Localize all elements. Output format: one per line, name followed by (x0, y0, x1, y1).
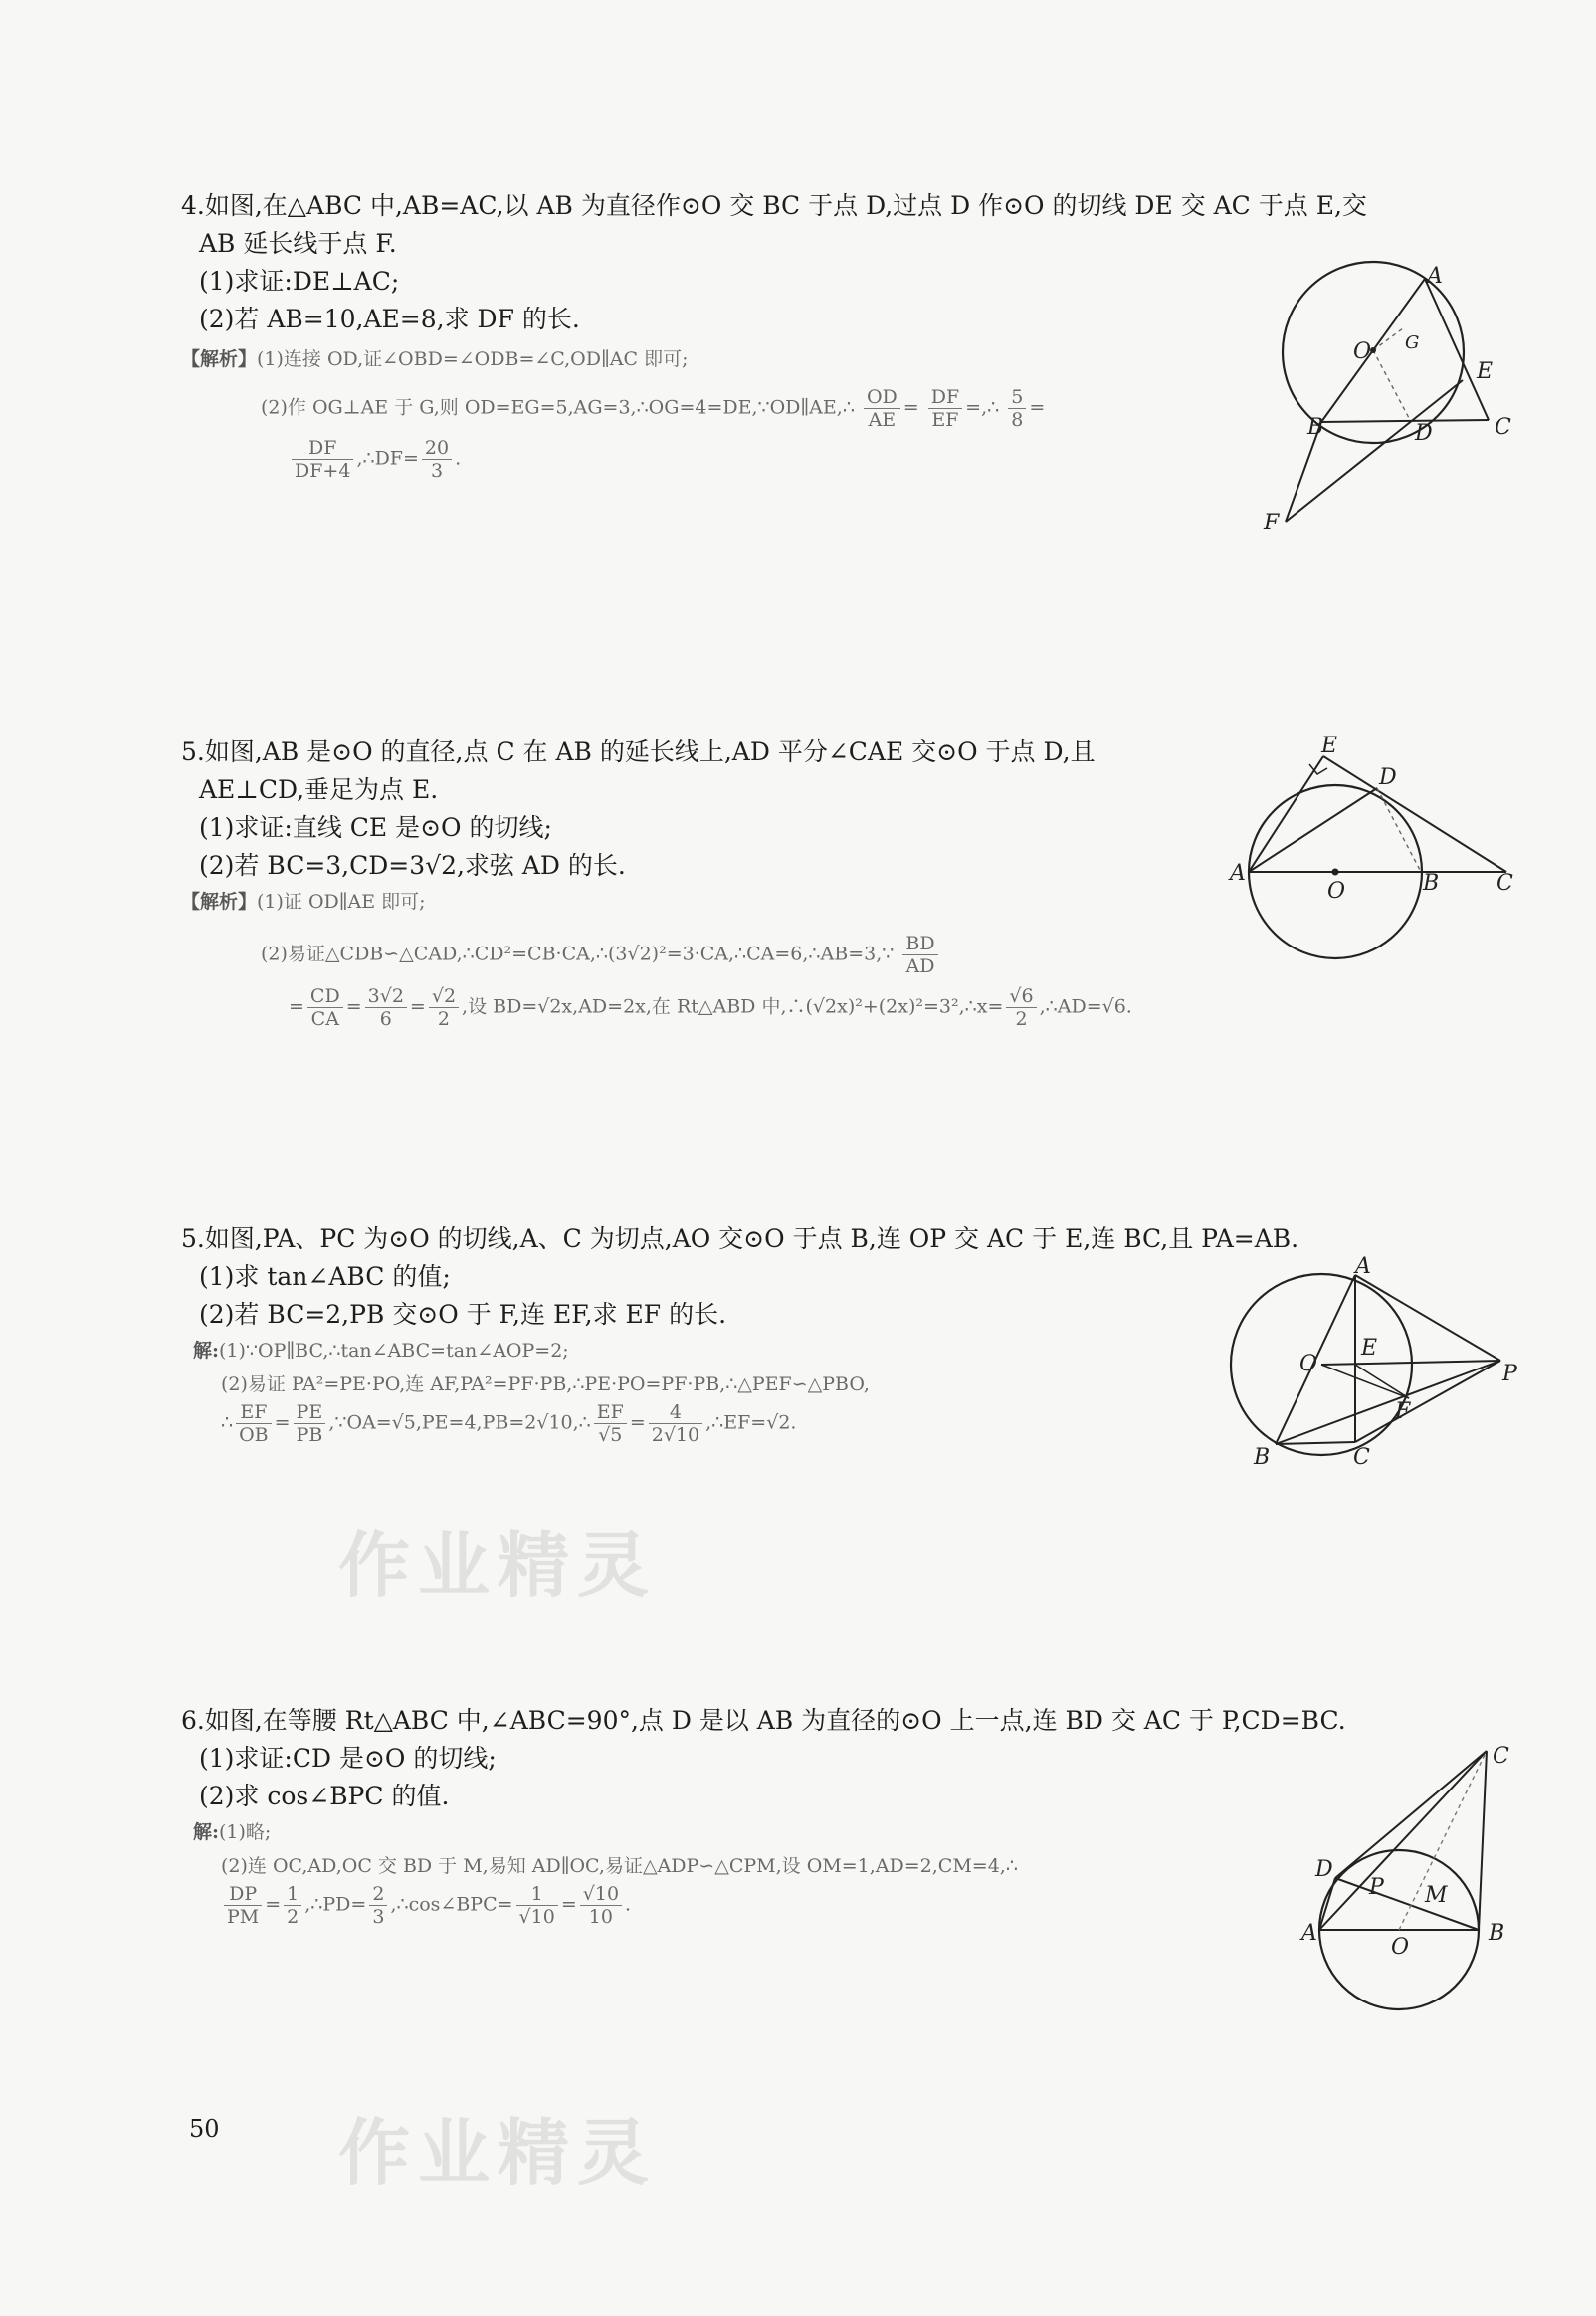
problem-5b-part-1: (1)求 tan∠ABC 的值; (199, 1262, 451, 1291)
fraction: $\frac{3√2}{6}$ (365, 985, 407, 1030)
problem-5b-part-2: (2)若 BC=2,PB 交⊙O 于 F,连 EF,求 EF 的长. (199, 1300, 727, 1329)
problem-4-figure (1264, 261, 1542, 553)
fraction: $\frac{DF}{DF+4}$ (292, 437, 353, 482)
fraction: $\frac{20}{3}$ (422, 437, 452, 482)
solution-label: 解: (193, 1340, 220, 1362)
tangent-lines-diagram (1214, 1254, 1517, 1478)
svg-text:A: A (1355, 1254, 1371, 1279)
problem-5b-solution-line-2: (2)易证 PA²=PE·PO,连 AF,PA²=PF·PB,∴PE·PO=PF·PB,∴△PEF∽△PBO, (221, 1373, 870, 1395)
svg-text:F: F (1264, 511, 1280, 535)
isosceles-right-triangle-diagram (1294, 1737, 1532, 2025)
page-number: 50 (189, 2115, 220, 2143)
fraction: $\frac{BD}{AD}$ (902, 933, 937, 977)
svg-text:C: C (1495, 415, 1511, 440)
circle-tangent-diagram (1264, 261, 1542, 549)
problem-6-solution-line-3: $\frac{DP}{PM}$ = $\frac{1}{2}$ ,∴PD= $\frac{2}{3}$ ,∴cos∠BPC= $\frac{1}{√10}$ = $\frac{√10}{10}$ . (181, 1883, 1524, 1928)
problem-5a-part-1: (1)求证:直线 CE 是⊙O 的切线; (199, 813, 552, 842)
svg-text:O: O (1327, 879, 1346, 904)
problem-5b-stem-line-1: 5.如图,PA、PC 为⊙O 的切线,A、C 为切点,AO 交⊙O 于点 B,连 OP 交 AC 于 E,连 BC,且 PA=AB. (181, 1224, 1299, 1253)
svg-text:B: B (1489, 1921, 1505, 1946)
problem-4-part-1: (1)求证:DE⊥AC; (199, 267, 400, 296)
fraction: $\frac{4}{2√10}$ (649, 1401, 702, 1446)
problem-6-part-1: (1)求证:CD 是⊙O 的切线; (199, 1744, 497, 1773)
problem-6-figure (1294, 1737, 1532, 2029)
svg-text:B: B (1423, 871, 1440, 896)
fraction: $\frac{√10}{10}$ (580, 1883, 622, 1928)
fraction: $\frac{EF}{OB}$ (236, 1401, 272, 1446)
fraction: $\frac{DF}{EF}$ (928, 386, 962, 431)
watermark: 作业精灵 (338, 1524, 658, 1607)
svg-text:B: B (1307, 415, 1324, 440)
svg-text:D: D (1315, 1857, 1333, 1882)
problem-5a-stem-line-2: AE⊥CD,垂足为点 E. (199, 775, 439, 804)
svg-text:P: P (1369, 1875, 1384, 1900)
problem-6-part-2: (2)求 cos∠BPC 的值. (199, 1782, 450, 1810)
fraction: $\frac{PE}{PB}$ (294, 1401, 326, 1446)
svg-text:E: E (1477, 359, 1494, 384)
fraction: $\frac{CD}{CA}$ (307, 985, 343, 1030)
problem-5a-solution-line-3: = $\frac{CD}{CA}$ = $\frac{3√2}{6}$ = $\frac{√2}{2}$ ,设 BD=√2x,AD=2x,在 Rt△ABD 中,∴(√2x)²+(2x)²=3²,∴x= $\frac{√6}{2}$ ,∴AD=√6. (289, 985, 1132, 1030)
solution-text: (2)易证△CDB∽△CAD,∴CD²=CB·CA,∴(3√2)²=3·CA,∴CA=6,∴AB=3,∵ (261, 943, 895, 965)
fraction: $\frac{OD}{AE}$ (864, 386, 900, 431)
solution-text: (2)作 OG⊥AE 于 G,则 OD=EG=5,AG=3,∴OG=4=DE,∵OD∥AE,∴ (261, 396, 855, 419)
solution-label: 【解析】 (181, 891, 258, 913)
svg-text:O: O (1353, 339, 1372, 364)
problem-4-stem-line-1: 4.如图,在△ABC 中,AB=AC,以 AB 为直径作⊙O 交 BC 于点 D,过点 D 作⊙O 的切线 DE 交 AC 于点 E,交 (181, 191, 1367, 220)
problem-4-solution-line-3: $\frac{DF}{DF+4}$ ,∴DF= $\frac{20}{3}$ . (181, 437, 1524, 482)
solution-text: (1)略; (219, 1821, 272, 1843)
solution-label: 解: (193, 1821, 220, 1843)
circle-diameter-diagram (1230, 735, 1528, 963)
svg-text:D: D (1379, 765, 1397, 790)
problem-5a-figure (1230, 735, 1528, 967)
svg-text:A: A (1427, 264, 1443, 289)
problem-6-stem-line-1: 6.如图,在等腰 Rt△ABC 中,∠ABC=90°,点 D 是以 AB 为直径的⊙O 上一点,连 BD 交 AC 于 P,CD=BC. (181, 1706, 1346, 1735)
svg-text:C: C (1496, 871, 1513, 896)
svg-text:A: A (1230, 861, 1246, 886)
watermark: 作业精灵 (338, 2111, 658, 2195)
solution-text: (1)连接 OD,证∠OBD=∠ODB=∠C,OD∥AC 即可; (257, 348, 689, 370)
svg-text:F: F (1395, 1399, 1411, 1424)
fraction: $\frac{5}{8}$ (1008, 386, 1026, 431)
fraction: $\frac{EF}{√5}$ (594, 1401, 627, 1446)
svg-text:C: C (1493, 1744, 1509, 1769)
problem-4-part-2: (2)若 AB=10,AE=8,求 DF 的长. (199, 305, 580, 333)
solution-label: 【解析】 (181, 348, 258, 370)
svg-text:O: O (1299, 1352, 1318, 1376)
svg-text:B: B (1254, 1445, 1271, 1470)
fraction: $\frac{√6}{2}$ (1006, 985, 1036, 1030)
problem-5a-stem-line-1: 5.如图,AB 是⊙O 的直径,点 C 在 AB 的延长线上,AD 平分∠CAE 交⊙O 于点 D,且 (181, 737, 1096, 766)
problem-5b-solution-line-3: ∴ $\frac{EF}{OB}$ = $\frac{PE}{PB}$ ,∵OA=√5,PE=4,PB=2√10,∴ $\frac{EF}{√5}$ = $\frac{4}{2√10}$ ,∴EF=√2. (221, 1401, 797, 1446)
svg-text:M: M (1425, 1883, 1448, 1908)
fraction: $\frac{1}{√10}$ (516, 1883, 558, 1928)
fraction: $\frac{√2}{2}$ (429, 985, 459, 1030)
svg-text:D: D (1415, 421, 1433, 446)
svg-text:A: A (1301, 1921, 1317, 1946)
problem-6-solution-line-2: (2)连 OC,AD,OC 交 BD 于 M,易知 AD∥OC,易证△ADP∽△CPM,设 OM=1,AD=2,CM=4,∴ (221, 1855, 1018, 1877)
problem-4-stem-line-2: AB 延长线于点 F. (199, 229, 397, 258)
svg-text:G: G (1405, 332, 1420, 353)
solution-text: (1)证 OD∥AE 即可; (257, 891, 426, 913)
solution-text: (1)∵OP∥BC,∴tan∠ABC=tan∠AOP=2; (219, 1340, 569, 1362)
problem-5a-part-2: (2)若 BC=3,CD=3√2,求弦 AD 的长. (199, 851, 626, 880)
problem-5b-figure (1214, 1254, 1517, 1482)
svg-text:P: P (1502, 1362, 1517, 1386)
svg-text:O: O (1391, 1935, 1410, 1960)
fraction: $\frac{DP}{PM}$ (224, 1883, 262, 1928)
svg-text:E: E (1361, 1336, 1378, 1361)
fraction: $\frac{1}{2}$ (284, 1883, 301, 1928)
problem-4-solution-line-2: (2)作 OG⊥AE 于 G,则 OD=EG=5,AG=3,∴OG=4=DE,∵OD∥AE,∴ $\frac{OD}{AE}$ = $\frac{DF}{EF}$ =,∴ $\frac{5}{8}$ = (261, 386, 1046, 431)
svg-text:E: E (1321, 734, 1338, 758)
fraction: $\frac{2}{3}$ (369, 1883, 387, 1928)
svg-text:C: C (1353, 1445, 1370, 1470)
